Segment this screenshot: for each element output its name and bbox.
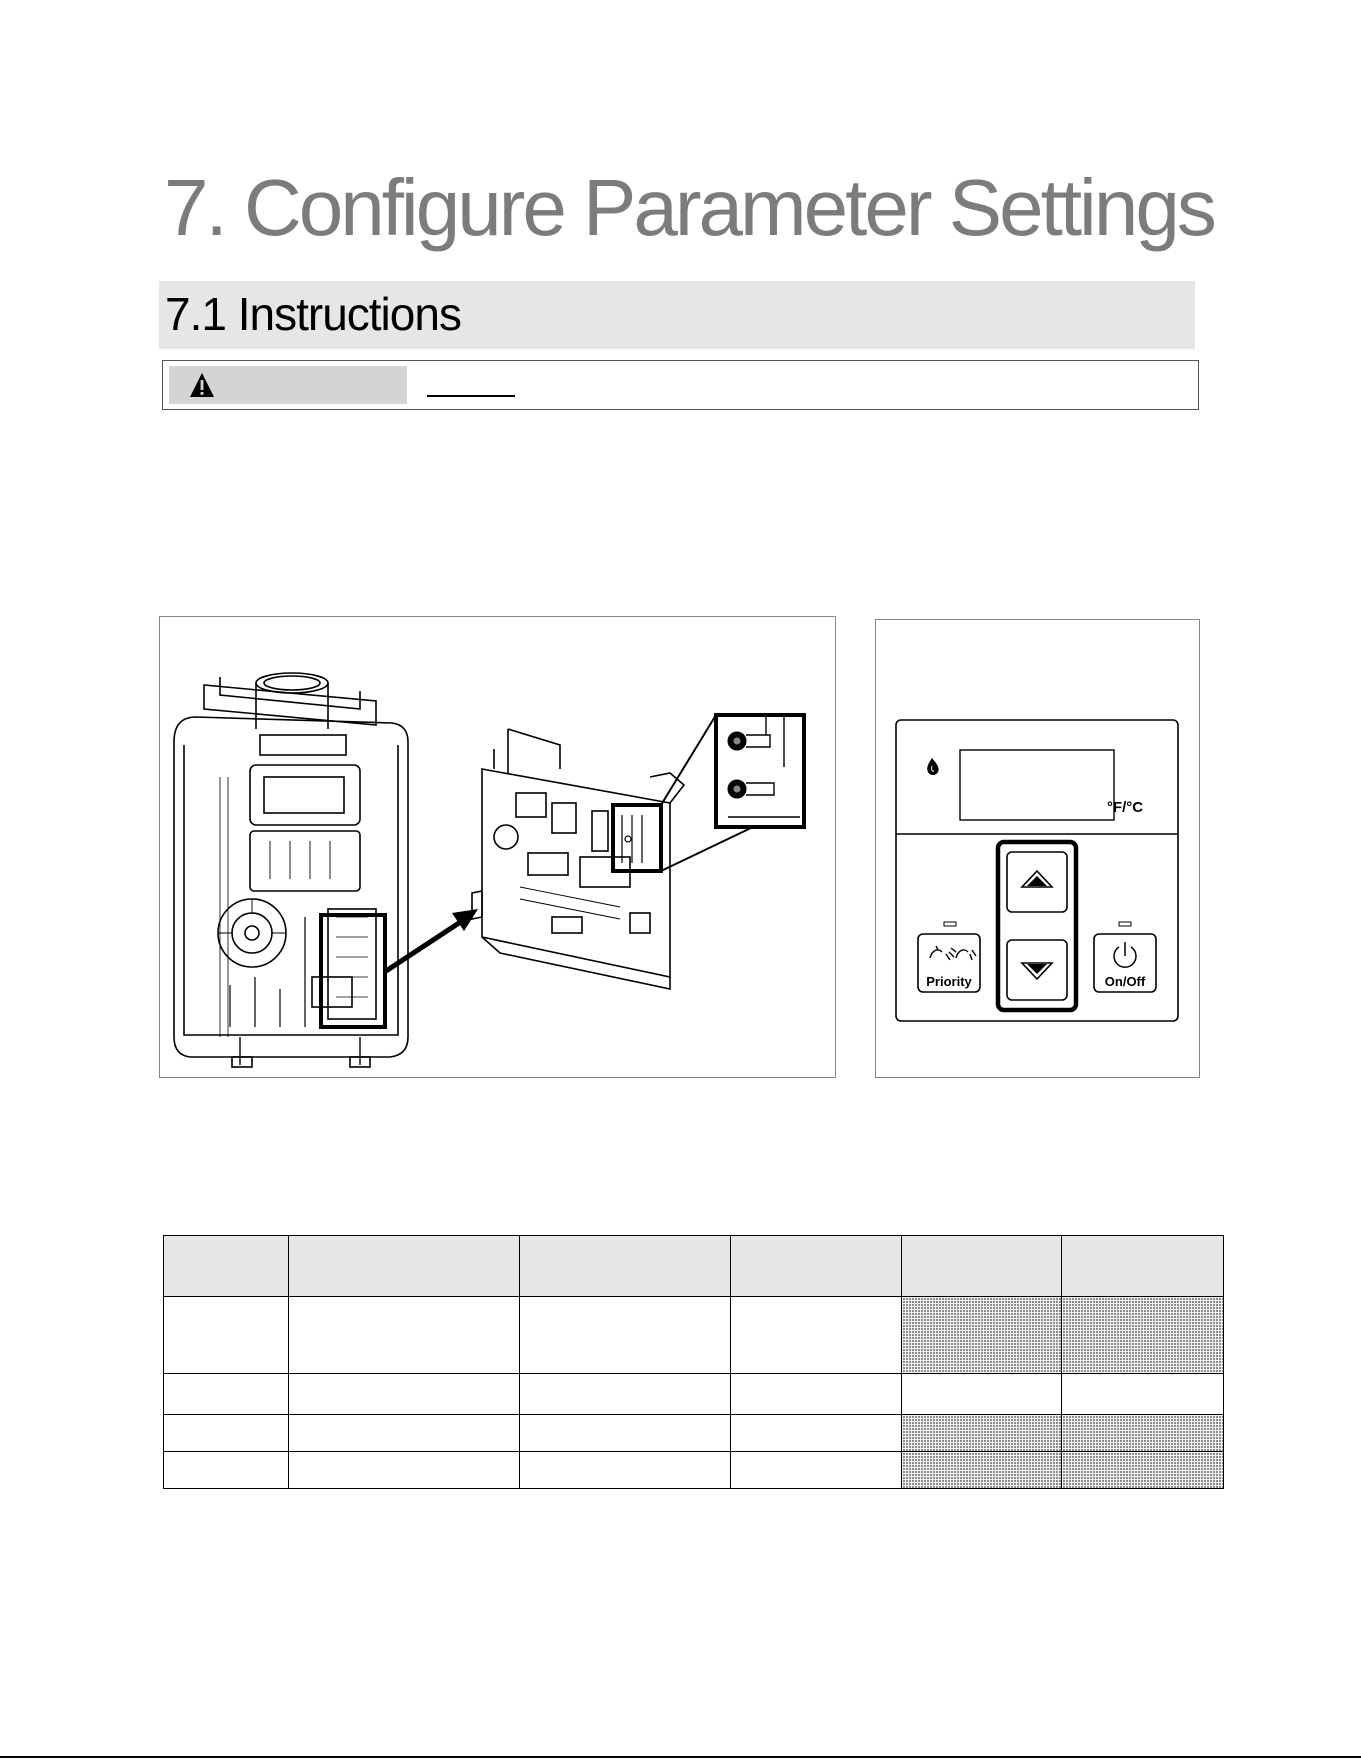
table-cell	[731, 1452, 902, 1489]
table-cell	[1062, 1415, 1224, 1452]
table-header-cell	[520, 1236, 731, 1297]
table-cell	[520, 1374, 731, 1415]
table-cell	[289, 1452, 520, 1489]
table-header-cell	[289, 1236, 520, 1297]
page-bottom-rule	[0, 1756, 1361, 1758]
warning-underline	[427, 395, 515, 397]
table-cell	[1062, 1297, 1224, 1374]
table-row	[164, 1452, 1224, 1489]
table-cell	[731, 1297, 902, 1374]
table-cell	[902, 1452, 1062, 1489]
table-header-cell	[1062, 1236, 1224, 1297]
control-panel-figure	[875, 619, 1200, 1078]
table-cell	[902, 1374, 1062, 1415]
table-cell	[164, 1452, 289, 1489]
table-cell	[902, 1415, 1062, 1452]
table-row	[164, 1374, 1224, 1415]
heater-pcb-figure	[159, 616, 836, 1078]
up-button[interactable]	[1007, 852, 1067, 912]
table-cell	[731, 1415, 902, 1452]
heater-pcb-illustration	[160, 617, 837, 1079]
table-row	[164, 1415, 1224, 1452]
table-row	[164, 1297, 1224, 1374]
parameter-table	[163, 1235, 1224, 1489]
onoff-label: On/Off	[1104, 974, 1146, 989]
table-cell	[289, 1415, 520, 1452]
control-panel-illustration	[876, 620, 1201, 1079]
table-header-cell	[164, 1236, 289, 1297]
priority-label: Priority	[926, 974, 972, 989]
table-cell	[520, 1415, 731, 1452]
table-cell	[902, 1297, 1062, 1374]
section-header	[159, 281, 1195, 349]
down-button[interactable]	[1007, 940, 1067, 1000]
table-cell	[164, 1297, 289, 1374]
table-cell	[520, 1297, 731, 1374]
warning-triangle-icon	[189, 372, 215, 398]
warning-box	[162, 360, 1199, 410]
unit-label: °F/°C	[1106, 799, 1144, 816]
warning-label	[169, 366, 407, 404]
table-header-cell	[902, 1236, 1062, 1297]
table-header-row	[164, 1236, 1224, 1297]
chapter-title: 7. Configure Parameter Settings	[164, 163, 1214, 252]
table-cell	[520, 1452, 731, 1489]
table-cell	[731, 1374, 902, 1415]
section-title: 7.1 Instructions	[165, 288, 461, 340]
table-cell	[164, 1374, 289, 1415]
table-header-cell	[731, 1236, 902, 1297]
table-cell	[289, 1374, 520, 1415]
table-cell	[289, 1297, 520, 1374]
table-cell	[1062, 1452, 1224, 1489]
table-cell	[1062, 1374, 1224, 1415]
table-cell	[164, 1415, 289, 1452]
